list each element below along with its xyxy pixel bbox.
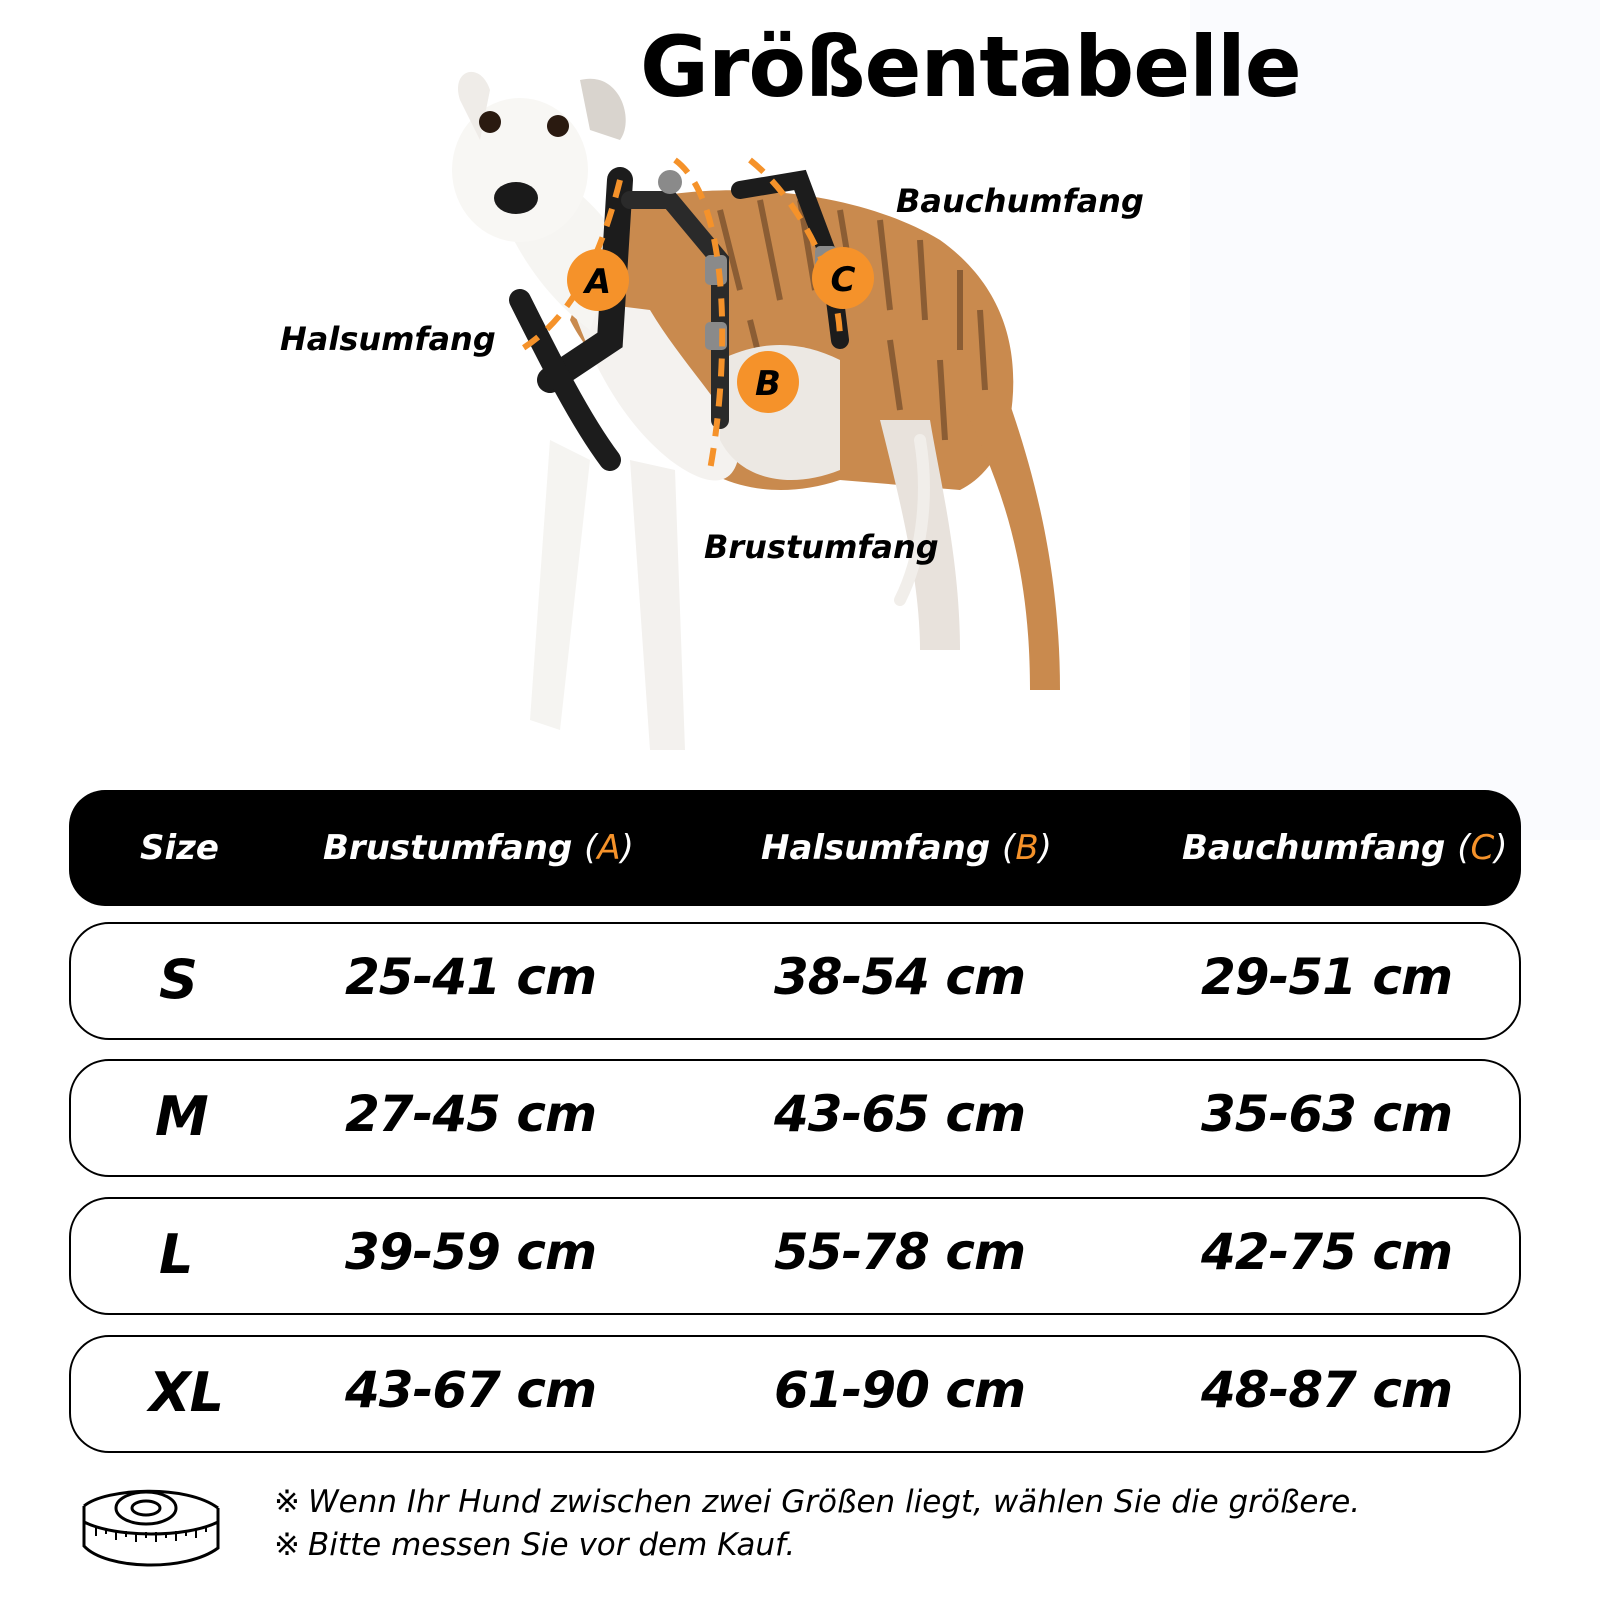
marker-c (812, 247, 874, 309)
table-row (69, 1335, 1521, 1453)
dog-front-leg-left (530, 440, 590, 730)
row-neck: 55-78 cm (774, 1223, 1026, 1281)
row-neck: 38-54 cm (774, 948, 1026, 1006)
row-neck: 43-65 cm (774, 1085, 1026, 1143)
dog-ear-right (580, 79, 626, 140)
row-belly: 48-87 cm (1201, 1361, 1453, 1419)
header-neck-label: Halsumfang (761, 828, 991, 868)
background-panel (1190, 0, 1600, 840)
row-chest: 39-59 cm (345, 1223, 597, 1281)
header-chest-label: Brustumfang (323, 828, 573, 868)
header-belly: Bauchumfang (C) (1182, 828, 1508, 868)
dog-illustration (420, 60, 1120, 800)
table-row (69, 922, 1521, 1040)
row-size: M (155, 1085, 208, 1148)
marker-a (567, 249, 629, 311)
note-mark: ※ (274, 1484, 300, 1520)
row-chest: 27-45 cm (345, 1085, 597, 1143)
dog-drawing (420, 60, 1120, 800)
svg-text:B: B (755, 364, 781, 404)
marker-b (737, 351, 799, 413)
row-chest: 25-41 cm (345, 948, 597, 1006)
label-neck: Halsumfang (280, 320, 496, 358)
note-mark: ※ (274, 1527, 300, 1563)
svg-text:A: A (584, 262, 612, 302)
dog-front-leg-right (630, 460, 685, 750)
header-neck-letter: B (1015, 828, 1039, 868)
measuring-tape-icon (76, 1478, 226, 1574)
table-row (69, 1197, 1521, 1315)
svg-text:C: C (830, 260, 856, 300)
row-belly: 42-75 cm (1201, 1223, 1453, 1281)
note-measure-advice (274, 1527, 795, 1563)
row-size: XL (149, 1361, 224, 1424)
note-line-2: Bitte messen Sie vor dem Kauf. (307, 1527, 796, 1563)
label-belly: Bauchumfang (896, 182, 1144, 220)
header-neck: Halsumfang (B) (761, 828, 1052, 868)
row-belly: 29-51 cm (1201, 948, 1453, 1006)
row-chest: 43-67 cm (345, 1361, 597, 1419)
row-size: S (159, 948, 197, 1011)
table-header (69, 790, 1521, 906)
page-title: Größentabelle (640, 18, 1301, 116)
note-size-advice (274, 1484, 1360, 1520)
row-neck: 61-90 cm (774, 1361, 1026, 1419)
label-chest: Brustumfang (704, 528, 939, 566)
header-belly-label: Bauchumfang (1182, 828, 1446, 868)
dog-eye-right (547, 115, 569, 137)
header-belly-letter: C (1470, 828, 1495, 868)
dog-eye-left (479, 111, 501, 133)
header-chest: Brustumfang (A) (323, 828, 634, 868)
table-row (69, 1059, 1521, 1177)
header-chest-letter: A (597, 828, 621, 868)
header-size: Size (140, 828, 219, 868)
row-size: L (159, 1223, 193, 1286)
row-belly: 35-63 cm (1201, 1085, 1453, 1143)
dog-nose (494, 182, 538, 214)
note-line-1: Wenn Ihr Hund zwischen zwei Größen liegt, wählen Sie die größere. (307, 1484, 1361, 1520)
